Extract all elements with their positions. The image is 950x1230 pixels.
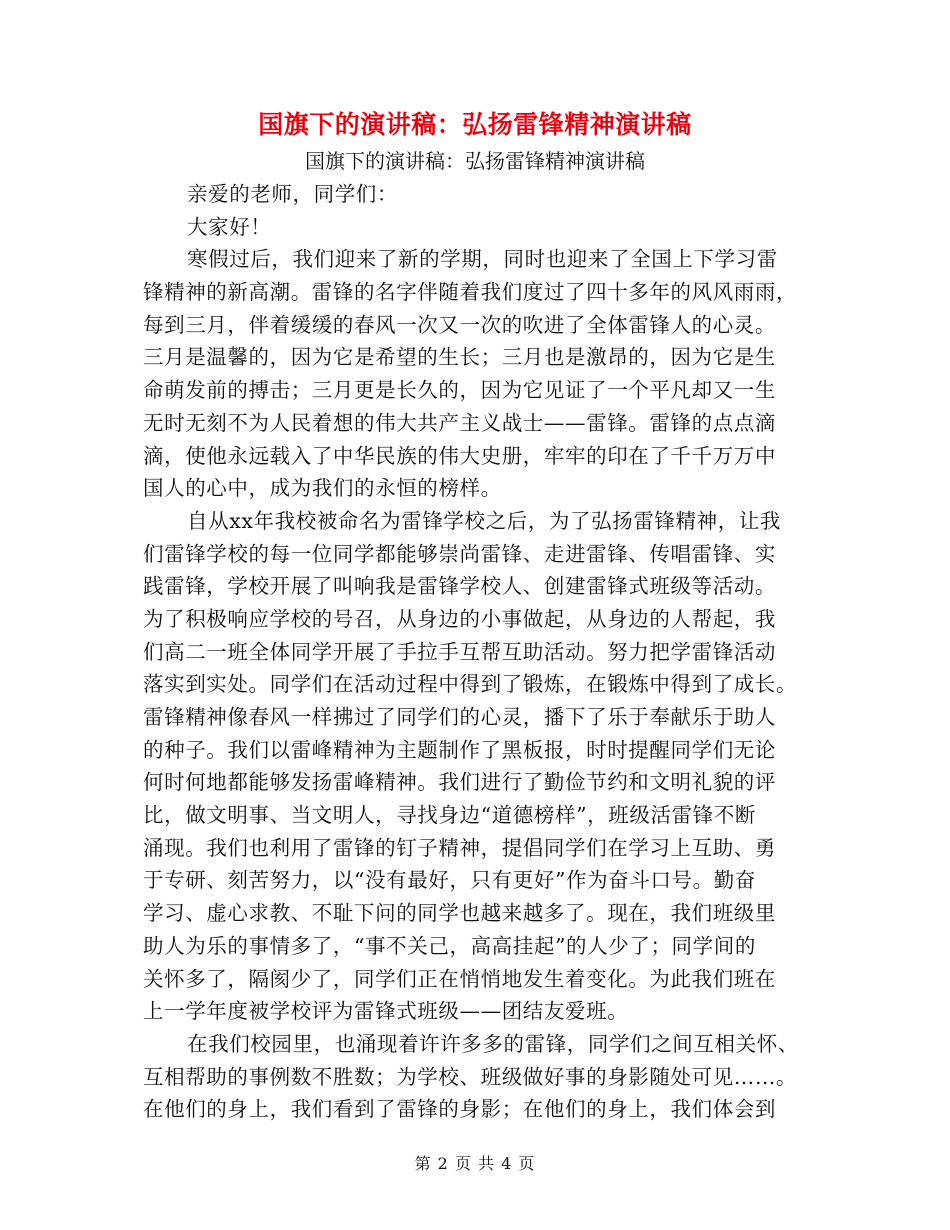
page-footer: 第 2 页 共 4 页 xyxy=(414,1154,536,1173)
body-line: 上一学年度被学校评为雷锋式班级——团结友爱班。 xyxy=(143,999,629,1024)
document-body xyxy=(143,178,823,1126)
body-line: 落实到实处。同学们在活动过程中得到了锻炼，在锻炼中得到了成长。 xyxy=(143,672,798,697)
body-line: 于专研、刻苦努力，以“没有最好，只有更好”作为奋斗口号。勤奋 xyxy=(143,868,756,893)
body-line: 涌现。我们也利用了雷锋的钉子精神，提倡同学们在学习上互助、勇 xyxy=(143,835,776,860)
body-line: 雷锋精神像春风一样拂过了同学们的心灵，播下了乐于奉献乐于助人 xyxy=(143,705,776,729)
body-line: 们高二一班全体同学开展了手拉手互帮互助活动。努力把学雷锋活动 xyxy=(143,639,776,664)
body-line: 为了积极响应学校的号召，从身边的小事做起，从身边的人帮起，我 xyxy=(143,606,776,631)
document-subtitle: 国旗下的演讲稿：弘扬雷锋精神演讲稿 xyxy=(305,149,645,173)
body-line: 寒假过后，我们迎来了新的学期，同时也迎来了全国上下学习雷 xyxy=(187,247,778,272)
body-line: 助人为乐的事情多了，“事不关己，高高挂起”的人少了；同学间的 xyxy=(143,933,756,958)
body-line: 无时无刻不为人民着想的伟大共产主义战士——雷锋。雷锋的点点滴 xyxy=(143,410,776,435)
body-line: 大家好！ xyxy=(187,214,272,239)
body-line: 命萌发前的搏击；三月更是长久的，因为它见证了一个平凡却又一生 xyxy=(143,378,776,403)
body-line: 亲爱的老师，同学们： xyxy=(187,182,398,206)
body-line: 锋精神的新高潮。雷锋的名字伴随着我们度过了四十多年的风风雨雨， xyxy=(143,280,798,305)
body-line: 国人的心中，成为我们的永恒的榜样。 xyxy=(143,476,502,501)
body-line: 的种子。我们以雷峰精神为主题制作了黑板报，时时提醒同学们无论 xyxy=(143,737,776,762)
body-line: 关怀多了，隔阂少了，同学们正在悄悄地发生着变化。为此我们班在 xyxy=(143,966,776,991)
body-line: 何时何地都能够发扬雷峰精神。我们进行了勤俭节约和文明礼貌的评 xyxy=(143,770,776,795)
body-line: 学习、虚心求教、不耻下问的同学也越来越多了。现在，我们班级里 xyxy=(143,901,776,926)
body-line: 在我们校园里，也涌现着许许多多的雷锋，同学们之间互相关怀、 xyxy=(187,1031,799,1056)
body-line: 三月是温馨的，因为它是希望的生长；三月也是激昂的，因为它是生 xyxy=(143,345,776,370)
body-line: 践雷锋，学校开展了叫响我是雷锋学校人、创建雷锋式班级等活动。 xyxy=(143,574,776,599)
body-line: 在他们的身上，我们看到了雷锋的身影；在他们的身上，我们体会到 xyxy=(143,1097,776,1122)
body-line: 滴，使他永远载入了中华民族的伟大史册，牢牢的印在了千千万万中 xyxy=(143,443,776,468)
document-title: 国旗下的演讲稿：弘扬雷锋精神演讲稿 xyxy=(258,110,692,139)
body-line: 互相帮助的事例数不胜数；为学校、班级做好事的身影随处可见……。 xyxy=(143,1064,798,1089)
body-line: 比，做文明事、当文明人，寻找身边“道德榜样”，班级活雷锋不断 xyxy=(143,803,756,828)
body-line: 每到三月，伴着缓缓的春风一次又一次的吹进了全体雷锋人的心灵。 xyxy=(143,312,776,337)
body-line: 自从xx年我校被命名为雷锋学校之后，为了弘扬雷锋精神，让我 xyxy=(187,508,782,533)
body-line: 们雷锋学校的每一位同学都能够崇尚雷锋、走进雷锋、传唱雷锋、实 xyxy=(143,541,776,566)
